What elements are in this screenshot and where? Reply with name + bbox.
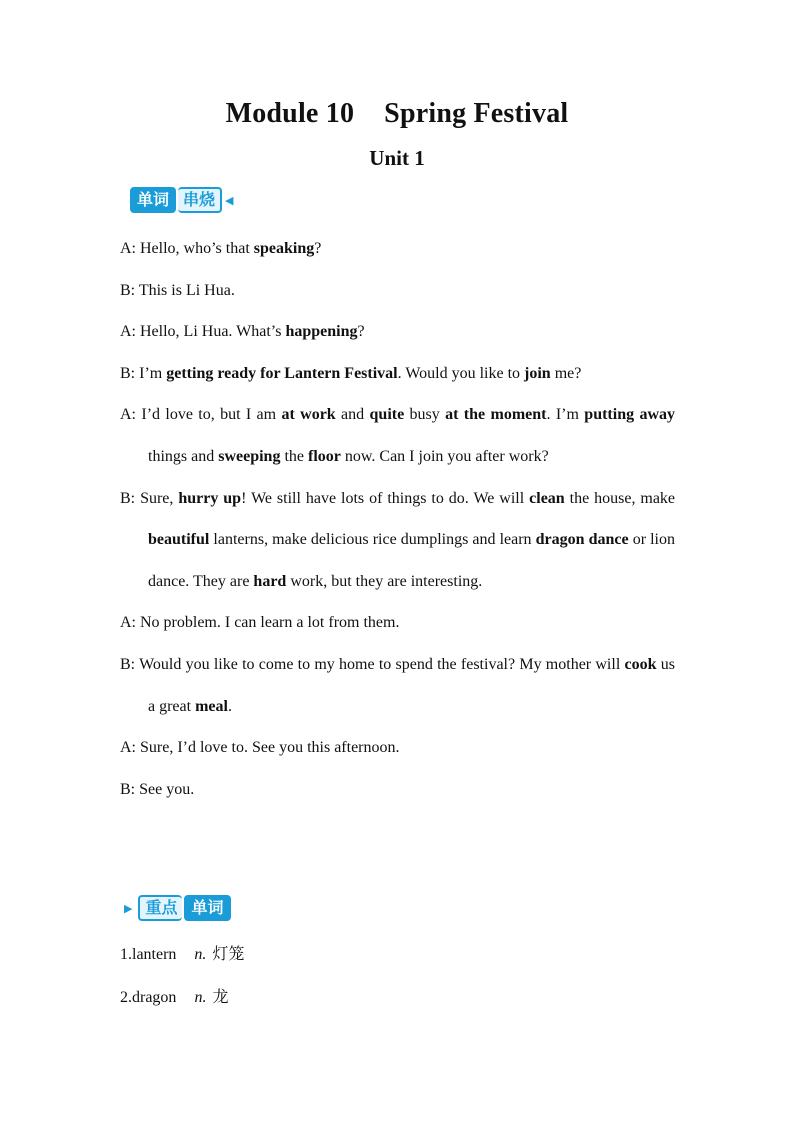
key-phrase: happening <box>285 323 358 341</box>
dialog-text: us a great <box>148 655 675 715</box>
section-tag-part-2: 串烧 <box>178 187 222 213</box>
dialog-text: busy <box>404 406 446 424</box>
dialog-text: lanterns, make delicious rice dumplings and learn <box>209 531 536 549</box>
dialog-line <box>120 394 675 477</box>
key-phrase: clean <box>529 489 565 507</box>
dialog-line <box>120 727 675 769</box>
key-phrase: hard <box>253 572 287 590</box>
dialog-text: Would you like to come to my home to spend the festival? My mother will <box>139 655 625 673</box>
dialog-text: ? <box>357 323 365 341</box>
section-tag-part-1: 单词 <box>130 187 176 213</box>
key-phrase: beautiful <box>148 531 210 549</box>
dialog-line <box>120 478 675 603</box>
dialog-line <box>120 228 675 270</box>
key-phrase: quite <box>369 406 405 424</box>
vocab-pos: n. <box>194 988 207 1006</box>
triangle-right-icon: ▶ <box>124 901 133 915</box>
page-title <box>0 98 794 130</box>
dialog-text: ! We still have lots of things to do. We will <box>241 489 530 507</box>
dialog-text: things and <box>148 447 219 465</box>
dialog-text: work, but they are interesting. <box>286 572 483 590</box>
vocab-meaning: 龙 <box>212 986 229 1006</box>
unit-title: Unit 1 <box>369 146 425 170</box>
dialog-text: . I’m <box>546 406 585 424</box>
dialog-line <box>120 644 675 727</box>
key-phrase: at the moment <box>445 406 547 424</box>
speaker-label: B: <box>120 780 140 798</box>
speaker-label: A: <box>120 739 140 757</box>
dialog-text: I’d love to, but I am <box>141 406 282 424</box>
section-tag-part-2: 单词 <box>184 895 230 921</box>
dialog <box>120 228 675 810</box>
dialog-text: or lion dance. They are <box>148 531 675 590</box>
key-phrase: sweeping <box>218 447 281 465</box>
dialog-text: Hello, Li Hua. What’s <box>140 323 286 341</box>
vocab-word: dragon <box>132 988 177 1006</box>
dialog-text: the house, make <box>564 489 676 507</box>
dialog-line <box>120 602 675 644</box>
dialog-text: the <box>280 447 308 465</box>
dialog-text: Sure, I’d love to. See you this afternoon. <box>140 739 400 757</box>
dialog-line <box>120 353 675 395</box>
dialog-line <box>120 311 675 353</box>
vocab-word: lantern <box>132 946 177 963</box>
dialog-text: now. Can I join you after work? <box>340 447 549 465</box>
speaker-label: B: <box>120 489 141 507</box>
vocab-item <box>120 976 244 1019</box>
module-number: Module 10 <box>225 98 355 129</box>
dialog-text: . <box>227 697 232 715</box>
key-phrase: at work <box>281 406 336 424</box>
vocab-number: 2. <box>120 988 132 1006</box>
triangle-left-icon: ◀ <box>225 193 234 207</box>
speaker-label: B: <box>120 281 139 299</box>
dialog-text: . Would you like to <box>397 364 525 382</box>
vocab-meaning: 灯笼 <box>212 944 245 963</box>
vocab-number: 1. <box>120 946 132 963</box>
dialog-text: me? <box>550 364 582 382</box>
key-phrase: speaking <box>253 240 315 257</box>
speaker-label: A: <box>120 323 140 341</box>
key-phrase: join <box>524 364 551 382</box>
key-phrase: hurry up <box>178 489 242 507</box>
section-tag-part-1: 重点 <box>138 895 182 921</box>
dialog-text: This is Li Hua. <box>138 281 235 299</box>
dialog-line <box>120 270 675 312</box>
dialog-text: Hello, who’s that <box>140 240 254 257</box>
vocab-pos: n. <box>194 946 207 963</box>
section-tag-word-chain <box>130 187 234 213</box>
dialog-text: and <box>335 406 370 424</box>
key-phrase: floor <box>308 447 341 465</box>
speaker-label: A: <box>120 406 142 424</box>
dialog-text: No problem. I can learn a lot from them. <box>140 614 400 632</box>
speaker-label: A: <box>120 614 140 632</box>
dialog-text: ? <box>314 240 322 257</box>
module-topic: Spring Festival <box>384 98 569 129</box>
key-phrase: dragon dance <box>535 531 629 549</box>
key-phrase: getting ready for Lantern Festival <box>166 364 398 382</box>
key-phrase: cook <box>624 655 657 673</box>
dialog-line <box>120 769 675 811</box>
speaker-label: B: <box>120 655 140 673</box>
key-phrase: putting away <box>584 406 676 424</box>
dialog-text: Sure, <box>140 489 179 507</box>
speaker-label: B: <box>120 364 140 382</box>
dialog-text: I’m <box>139 364 167 382</box>
section-tag-key-words <box>124 895 231 921</box>
vocab-list <box>120 933 244 1018</box>
dialog-text: See you. <box>139 780 195 798</box>
vocab-item <box>120 933 244 976</box>
key-phrase: meal <box>195 697 228 715</box>
speaker-label: A: <box>120 240 140 257</box>
